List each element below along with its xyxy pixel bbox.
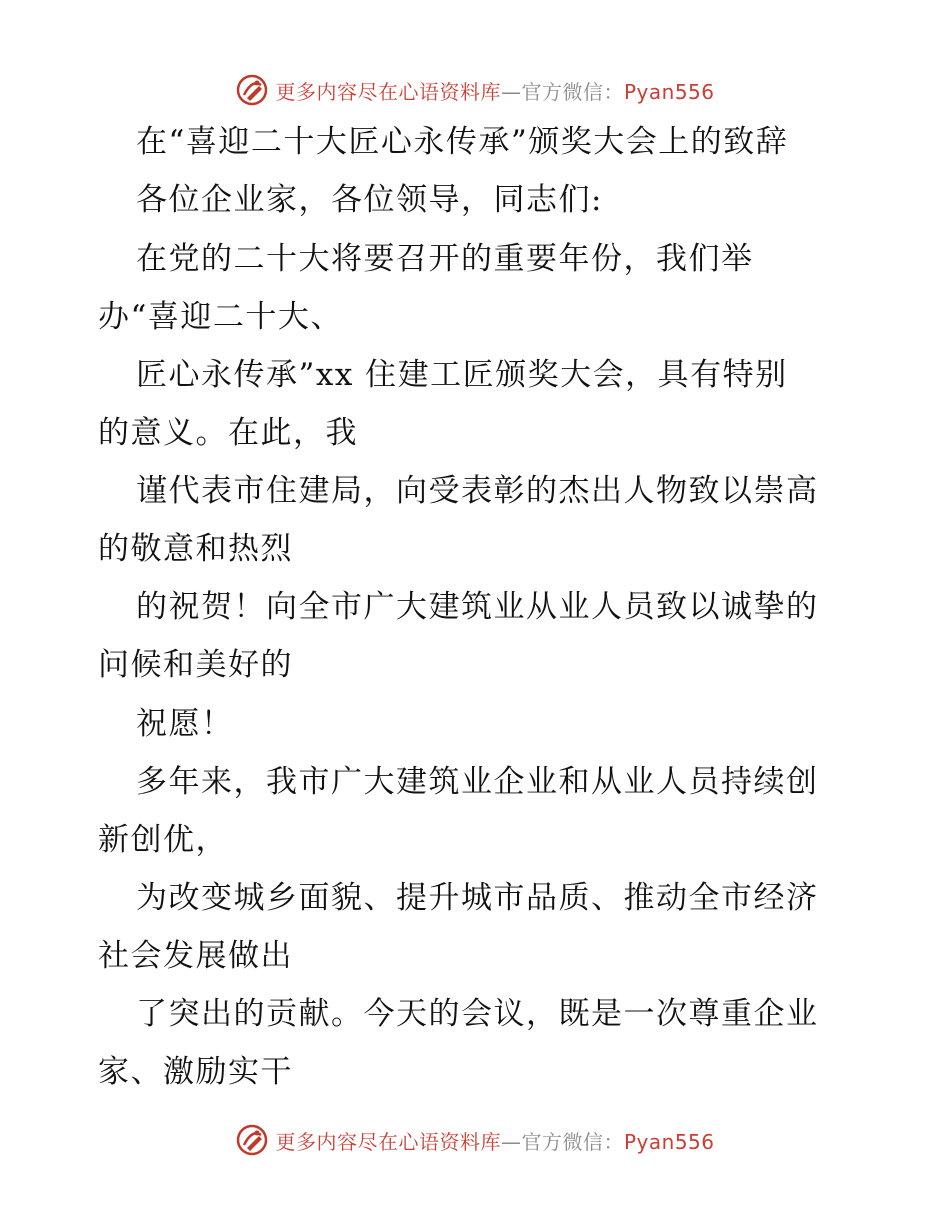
banner-content	[235, 1123, 714, 1157]
banner-dash: —	[500, 1129, 522, 1154]
paragraph-line: 在党的二十大将要召开的重要年份，我们举	[136, 241, 754, 277]
paragraph-line: 祝愿！	[136, 706, 234, 742]
salutation: 各位企业家，各位领导，同志们:	[136, 182, 603, 218]
banner-wechat-label: 官方微信：	[521, 79, 624, 104]
paragraph-line: 家、激励实干	[98, 1054, 293, 1090]
doc-title: 在“喜迎二十大匠心永传承”颁奖大会上的致辞	[136, 124, 789, 160]
paragraph-line: 匠心永传承”xx 住建工匠颁奖大会，具有特别	[136, 357, 788, 393]
banner-main-text: 更多内容尽在心语资料库	[275, 1129, 501, 1154]
paragraph-line: 办“喜迎二十大、	[98, 299, 343, 335]
paragraph-line: 社会发展做出	[98, 938, 293, 974]
paragraph-line: 为改变城乡面貌、提升城市品质、推动全市经济	[136, 880, 819, 916]
paragraph-line: 谨代表市住建局，向受表彰的杰出人物致以崇高	[136, 473, 819, 509]
banner-wechat-id: Pyan556	[623, 1129, 715, 1154]
banner-main-text: 更多内容尽在心语资料库	[275, 79, 501, 104]
footer-banner	[0, 1120, 950, 1160]
paragraph-line: 多年来，我市广大建筑业企业和从业人员持续创	[136, 764, 819, 800]
paragraph-line: 了突出的贡献。今天的会议，既是一次尊重企业	[136, 996, 819, 1032]
header-banner	[0, 70, 950, 110]
paragraph-line: 的敬意和热烈	[98, 531, 293, 567]
brand-logo-icon	[235, 1123, 269, 1157]
paragraph-line: 问候和美好的	[98, 647, 293, 683]
paragraph-line: 的意义。在此，我	[98, 415, 358, 451]
banner-wechat-id: Pyan556	[623, 79, 715, 104]
banner-text	[275, 1126, 714, 1155]
banner-content	[235, 73, 714, 107]
brand-logo-icon	[235, 73, 269, 107]
paragraph-line: 的祝贺！向全市广大建筑业从业人员致以诚挚的	[136, 589, 819, 625]
banner-dash: —	[500, 79, 522, 104]
paragraph-line: 新创优，	[98, 822, 228, 858]
banner-wechat-label: 官方微信：	[521, 1129, 624, 1154]
banner-text	[275, 76, 714, 105]
